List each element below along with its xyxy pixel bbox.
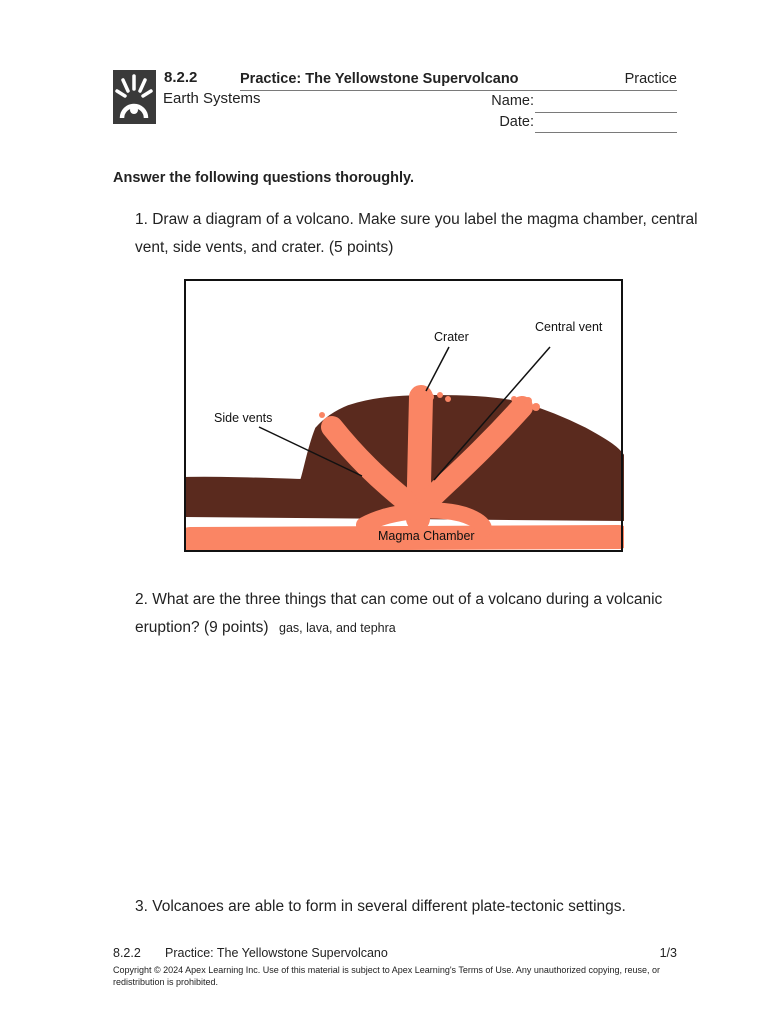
footer-lesson-number: 8.2.2 (113, 946, 141, 960)
sunburst-logo-icon (113, 70, 156, 124)
name-field[interactable] (535, 112, 677, 113)
copyright-notice: Copyright © 2024 Apex Learning Inc. Use of this material is subject to Apex Learning's Terms of Use. Any unauthorized copying, reuse, or redistribution is prohibited. (113, 965, 660, 987)
question-3-line-1: 3. Volcanoes are able to form in several different plate-tectonic settings. (135, 898, 626, 915)
magma-chamber-label: Magma Chamber (378, 529, 475, 543)
central-vent-label: Central vent (535, 320, 603, 334)
question-2 (135, 586, 662, 642)
question-1-line-2: vent, side vents, and crater. (5 points) (135, 239, 394, 256)
instructions: Answer the following questions thoroughly. (113, 170, 415, 186)
header-rule (240, 90, 677, 91)
name-label: Name: (491, 93, 534, 109)
question-2-line-2: eruption? (9 points) (135, 619, 269, 636)
question-2-answer[interactable]: gas, lava, and tephra (279, 621, 396, 635)
crater-label: Crater (434, 330, 469, 344)
volcano-diagram[interactable] (184, 279, 624, 553)
apex-logo (113, 70, 156, 124)
page-number: 1/3 (659, 946, 677, 960)
volcano-drawing (184, 279, 624, 553)
document-title: Practice: The Yellowstone Supervolcano (240, 71, 519, 87)
question-3 (135, 893, 626, 921)
footer-title: Practice: The Yellowstone Supervolcano (165, 946, 388, 960)
document-type: Practice (624, 71, 677, 87)
question-2-line-1: 2. What are the three things that can come out of a volcano during a volcanic (135, 591, 663, 608)
central-vent-channel (418, 397, 421, 519)
question-1-line-1: 1. Draw a diagram of a volcano. Make sure you label the magma chamber, central (135, 211, 698, 228)
lesson-number: 8.2.2 (164, 69, 198, 86)
date-field[interactable] (535, 132, 677, 133)
side-vents-label: Side vents (214, 411, 273, 425)
date-label: Date: (499, 114, 534, 130)
crater-leader (426, 347, 449, 391)
question-1 (135, 206, 698, 262)
course-name: Earth Systems (163, 90, 261, 107)
